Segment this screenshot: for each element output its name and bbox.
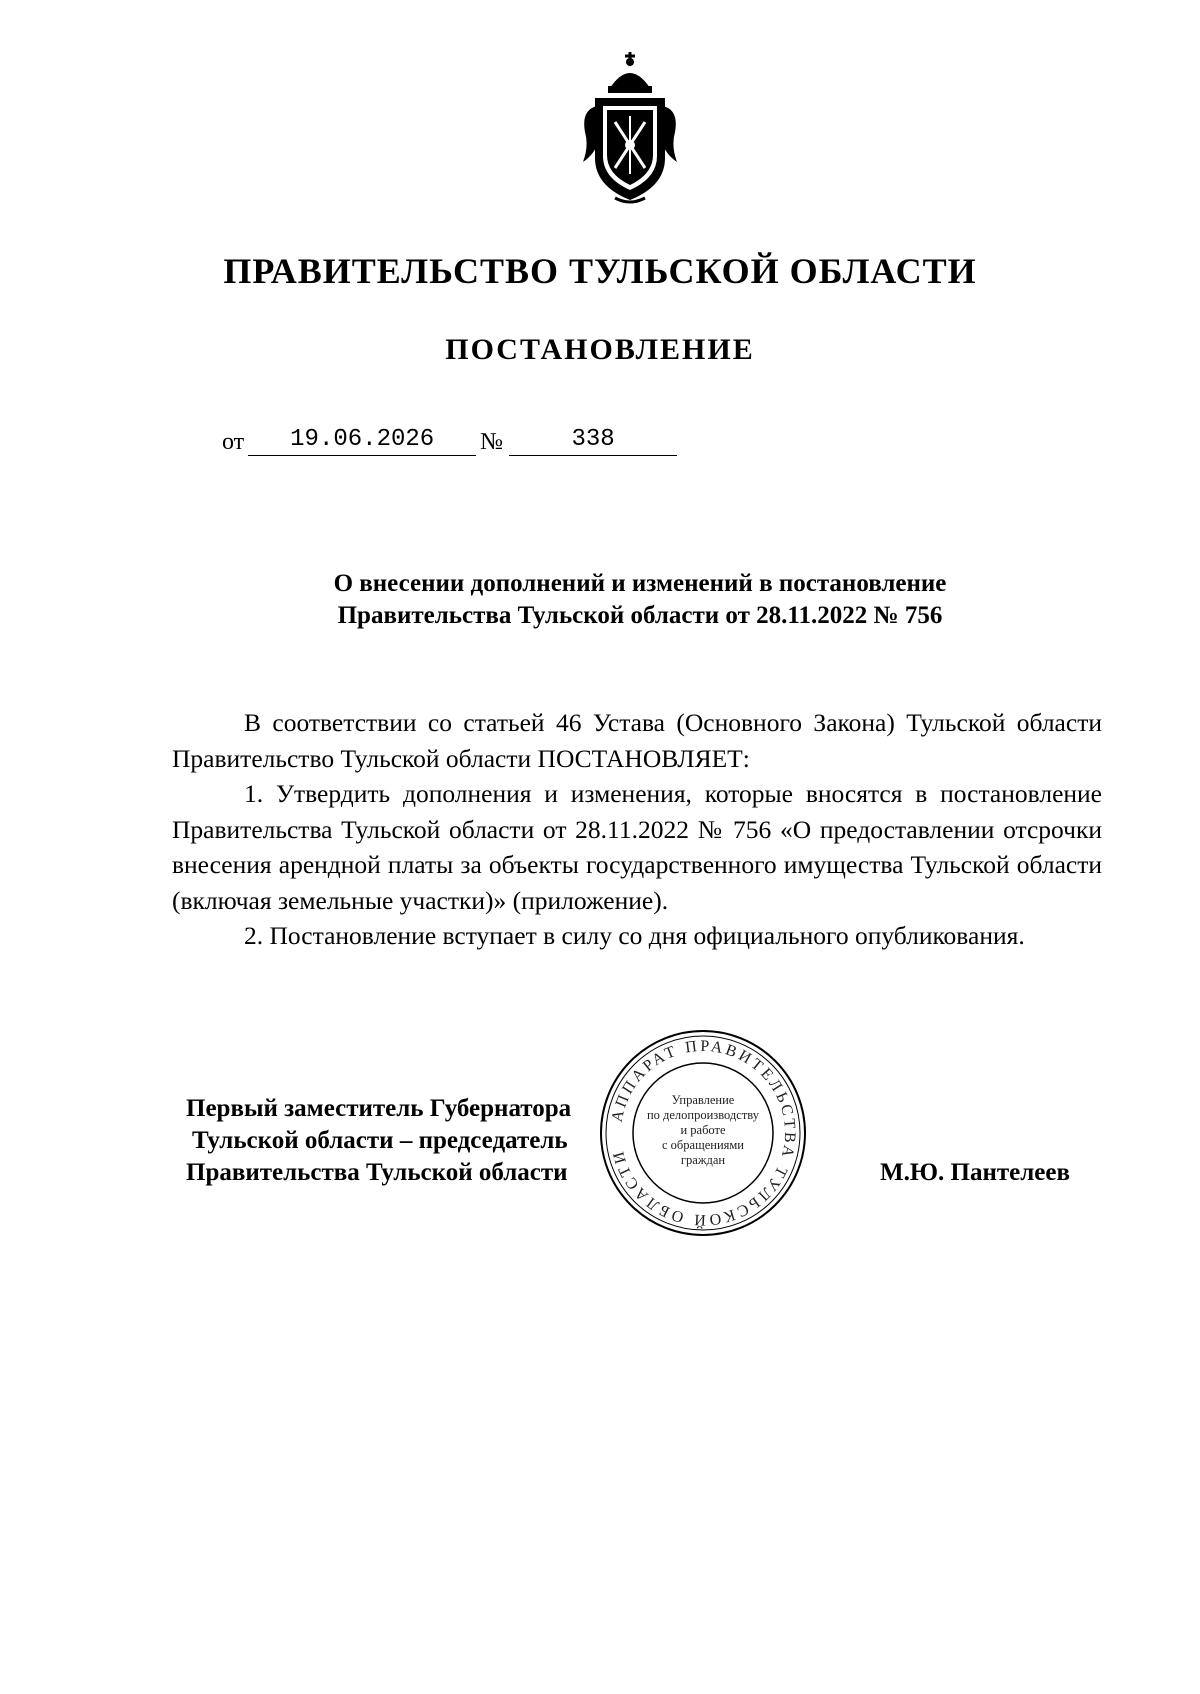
document-body (172, 705, 1102, 954)
signer-name: М.Ю. Пантелеев (880, 1159, 1070, 1186)
stamp-ring-text: АППАРАТ ПРАВИТЕЛЬСТВА ТУЛЬСКОЙ ОБЛАСТИ (608, 1037, 799, 1229)
document-type: ПОСТАНОВЛЕНИЕ (445, 333, 755, 366)
preamble-paragraph: В соответствии со статьей 46 Устава (Основного Закона) Тульской области Правительство Тульской области ПОСТАНОВЛЯЕТ: (172, 708, 1102, 773)
number-label: № (480, 429, 504, 455)
document-date: 19.06.2026 (248, 425, 476, 456)
subject-line: Правительства Тульской области от 28.11.2022 № 756 (337, 602, 943, 629)
signer-position (186, 1093, 571, 1189)
signer-position-line: Правительства Тульской области (186, 1159, 568, 1186)
stamp-center-text: Управление по делопроизводству и работе с обращениями граждан (646, 1093, 760, 1167)
date-label: от (222, 429, 245, 455)
signer-position-line: Тульской области – председатель (192, 1127, 568, 1154)
document-number: 338 (509, 425, 677, 456)
document-requisites (222, 420, 677, 456)
clause-paragraph: 2. Постановление вступает в силу со дня официального опубликования. (244, 921, 1025, 950)
subject-line: О внесении дополнений и изменений в постановление (333, 570, 947, 597)
clause-paragraph: 1. Утвердить дополнения и изменения, которые вносятся в постановление Правительства Тульской области от 28.11.2022 № 756 «О предоставлении отсрочки внесения арендной платы за объекты государственного имущества Тульской области (включая земельные участки)» (приложение). (172, 779, 1102, 915)
coat-of-arms-icon (575, 50, 685, 210)
document-subject (200, 568, 1080, 632)
signer-position-line: Первый заместитель Губернатора (186, 1095, 572, 1122)
government-title: ПРАВИТЕЛЬСТВО ТУЛЬСКОЙ ОБЛАСТИ (223, 251, 977, 291)
